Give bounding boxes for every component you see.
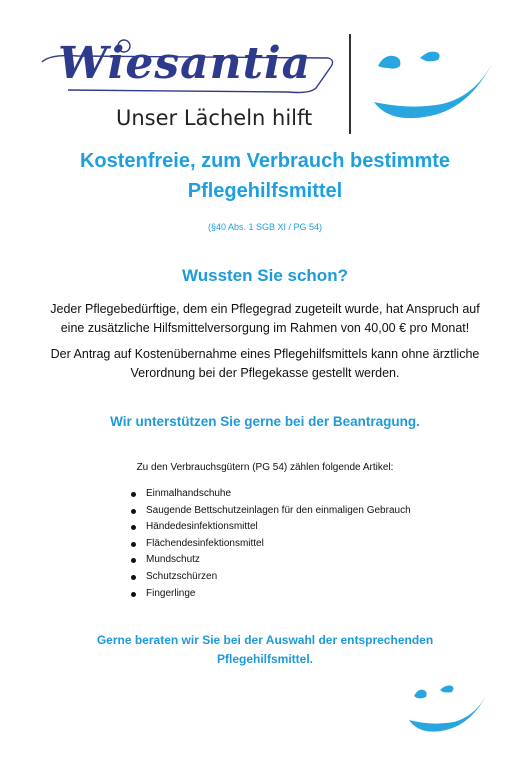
paragraph-line: Der Antrag auf Kostenübernahme eines Pflegehilfsmittels kann ohne ärztliche [50, 347, 480, 361]
list-item [130, 552, 411, 569]
smile-icon [370, 44, 498, 126]
list-item-label: Mundschutz [146, 554, 200, 566]
list-intro: Zu den Verbrauchsgütern (PG 54) zählen folgende Artikel: [136, 462, 394, 473]
paragraph-application [0, 345, 530, 383]
list-item-label: Saugende Bettschutzeinlagen für den einmaligen Gebrauch [146, 504, 411, 516]
tagline: Unser Lächeln hilft [116, 106, 313, 130]
paragraph-line: eine zusätzliche Hilfsmittelversorgung im Rahmen von 40,00 € pro Monat! [60, 321, 470, 335]
list-item [130, 536, 411, 553]
closing-statement [0, 631, 530, 669]
bullet-icon [131, 509, 136, 514]
smile-icon [406, 680, 490, 736]
support-heading: Wir unterstützen Sie gerne bei der Beantragung. [110, 414, 420, 429]
list-item-label: Händedesinfektionsmittel [146, 521, 258, 533]
paragraph-line: Jeder Pflegebedürftige, dem ein Pflegegrad zugeteilt wurde, hat Anspruch auf [50, 302, 480, 316]
list-item [130, 503, 411, 520]
list-item-label: Schutzschürzen [146, 570, 218, 582]
closing-line: Pflegehilfsmittel. [216, 652, 314, 666]
legal-reference: (§40 Abs. 1 SGB XI / PG 54) [207, 222, 323, 232]
bullet-icon [131, 592, 136, 597]
list-item-label: Fingerlinge [146, 587, 196, 599]
bullet-icon [131, 575, 136, 580]
header-divider [349, 34, 351, 134]
closing-line: Gerne beraten wir Sie bei der Auswahl der entsprechenden [96, 633, 434, 647]
page-title [0, 146, 530, 206]
bullet-icon [131, 558, 136, 563]
list-item [130, 486, 411, 503]
brand-name: Wiesantia [58, 38, 312, 89]
list-item-label: Einmalhandschuhe [146, 488, 232, 499]
bullet-icon [131, 525, 136, 530]
list-item [130, 586, 411, 603]
title-line: Kostenfreie, zum Verbrauch bestimmte [79, 150, 451, 172]
brand-wordmark [38, 36, 338, 102]
logo [38, 36, 338, 136]
list-item [130, 519, 411, 536]
paragraph-line: Verordnung bei der Pflegekasse gestellt werden. [130, 366, 400, 380]
title-line: Pflegehilfsmittel [187, 180, 343, 202]
list-item-label: Flächendesinfektionsmittel [146, 537, 264, 549]
bullet-icon [131, 542, 136, 547]
paragraph-entitlement [0, 300, 530, 338]
list-item [130, 569, 411, 586]
bullet-icon [131, 492, 136, 497]
supply-list [130, 486, 411, 602]
section-heading: Wussten Sie schon? [182, 266, 348, 285]
